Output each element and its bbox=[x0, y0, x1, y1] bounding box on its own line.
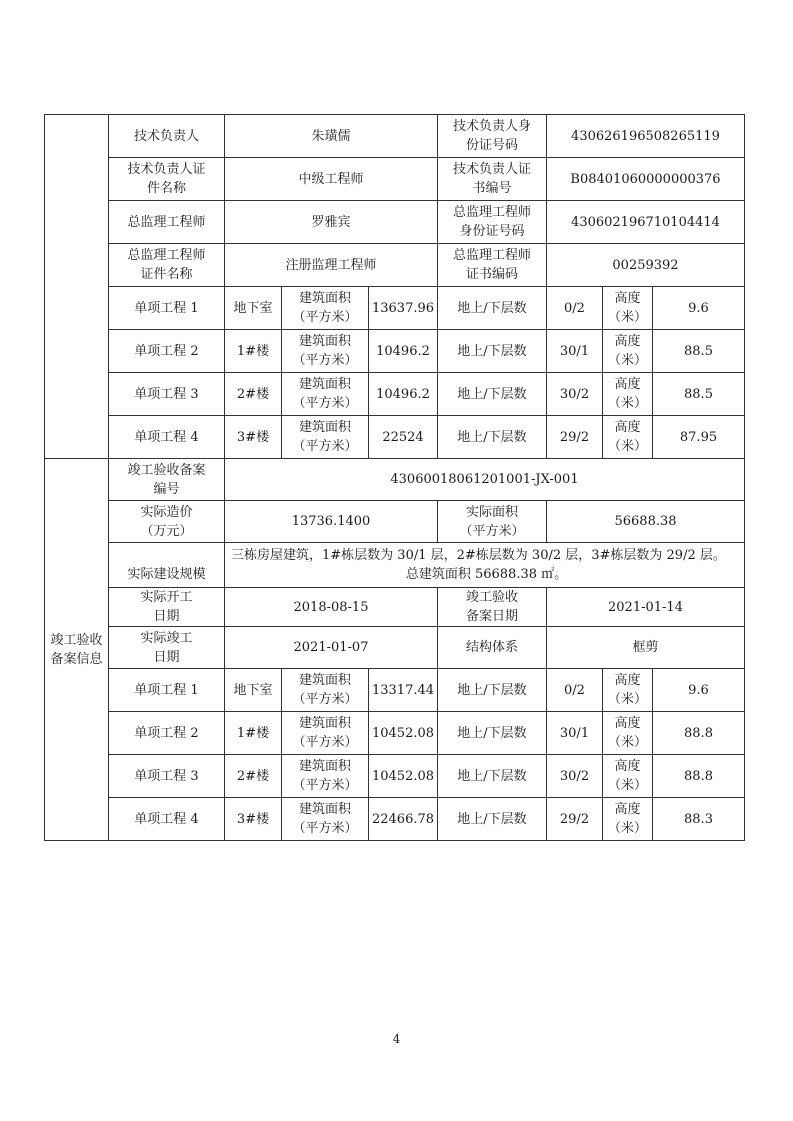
unit-height: 9.6 bbox=[653, 669, 745, 712]
tech-cert-name-value: 中级工程师 bbox=[225, 158, 438, 201]
area-label: 建筑面积 （平方米） bbox=[282, 330, 369, 373]
height-label: 高度 （米） bbox=[603, 712, 653, 755]
unit-area: 10496.2 bbox=[369, 373, 438, 416]
start-date-label: 实际开工 日期 bbox=[109, 588, 225, 627]
tech-leader-name: 朱璜儒 bbox=[225, 115, 438, 158]
record-no-value: 43060018061201001-JX-001 bbox=[225, 459, 745, 501]
scale-value: 三栋房屋建筑，1#栋层数为 30/1 层，2#栋层数为 30/2 层，3#栋层数为 29/2 层。 总建筑面积 56688.38 ㎡。 bbox=[225, 543, 745, 588]
floors-label: 地上/下层数 bbox=[438, 755, 547, 798]
unit-building: 2#楼 bbox=[225, 755, 282, 798]
unit-building: 2#楼 bbox=[225, 373, 282, 416]
height-label: 高度 （米） bbox=[603, 373, 653, 416]
height-label: 高度 （米） bbox=[603, 287, 653, 330]
supervisor-cert-name-label: 总监理工程师 证件名称 bbox=[109, 244, 225, 287]
planned-unit-row bbox=[45, 373, 745, 416]
height-label: 高度 （米） bbox=[603, 416, 653, 459]
filing-date-label: 竣工验收 备案日期 bbox=[438, 588, 547, 627]
unit-height: 87.95 bbox=[653, 416, 745, 459]
unit-height: 9.6 bbox=[653, 287, 745, 330]
unit-name: 单项工程 3 bbox=[109, 373, 225, 416]
record-no-label: 竣工验收备案 编号 bbox=[109, 459, 225, 501]
area-label: 建筑面积 （平方米） bbox=[282, 373, 369, 416]
unit-floors: 30/2 bbox=[547, 755, 603, 798]
area-label: 建筑面积 （平方米） bbox=[282, 755, 369, 798]
cost-row bbox=[45, 501, 745, 543]
actual-area-value: 56688.38 bbox=[547, 501, 745, 543]
area-label: 建筑面积 （平方米） bbox=[282, 287, 369, 330]
unit-name: 单项工程 2 bbox=[109, 330, 225, 373]
floors-label: 地上/下层数 bbox=[438, 669, 547, 712]
page-number: 4 bbox=[392, 1032, 401, 1046]
actual-unit-row bbox=[45, 755, 745, 798]
unit-floors: 30/2 bbox=[547, 373, 603, 416]
start-date-row bbox=[45, 588, 745, 627]
unit-floors: 29/2 bbox=[547, 416, 603, 459]
floors-label: 地上/下层数 bbox=[438, 712, 547, 755]
unit-area: 22466.78 bbox=[369, 798, 438, 841]
unit-building: 1#楼 bbox=[225, 712, 282, 755]
unit-floors: 30/1 bbox=[547, 330, 603, 373]
actual-unit-row bbox=[45, 712, 745, 755]
unit-height: 88.8 bbox=[653, 755, 745, 798]
unit-building: 3#楼 bbox=[225, 416, 282, 459]
supervisor-row bbox=[45, 201, 745, 244]
floors-label: 地上/下层数 bbox=[438, 416, 547, 459]
project-info-table bbox=[44, 114, 745, 841]
floors-label: 地上/下层数 bbox=[438, 798, 547, 841]
finish-date-row bbox=[45, 627, 745, 669]
supervisor-cert-name-value: 注册监理工程师 bbox=[225, 244, 438, 287]
area-label: 建筑面积 （平方米） bbox=[282, 712, 369, 755]
tech-cert-name-label: 技术负责人证 件名称 bbox=[109, 158, 225, 201]
unit-name: 单项工程 1 bbox=[109, 287, 225, 330]
height-label: 高度 （米） bbox=[603, 669, 653, 712]
supervisor-label: 总监理工程师 bbox=[109, 201, 225, 244]
unit-area: 22524 bbox=[369, 416, 438, 459]
start-date-value: 2018-08-15 bbox=[225, 588, 438, 627]
tech-leader-label: 技术负责人 bbox=[109, 115, 225, 158]
height-label: 高度 （米） bbox=[603, 798, 653, 841]
planned-unit-row bbox=[45, 287, 745, 330]
height-label: 高度 （米） bbox=[603, 330, 653, 373]
area-label: 建筑面积 （平方米） bbox=[282, 416, 369, 459]
supervisor-cert-row bbox=[45, 244, 745, 287]
area-label: 建筑面积 （平方米） bbox=[282, 798, 369, 841]
unit-height: 88.8 bbox=[653, 712, 745, 755]
unit-name: 单项工程 3 bbox=[109, 755, 225, 798]
unit-building: 3#楼 bbox=[225, 798, 282, 841]
unit-height: 88.3 bbox=[653, 798, 745, 841]
unit-floors: 30/1 bbox=[547, 712, 603, 755]
unit-building: 地下室 bbox=[225, 669, 282, 712]
blank-section-cell bbox=[45, 115, 109, 459]
floors-label: 地上/下层数 bbox=[438, 373, 547, 416]
filing-date-value: 2021-01-14 bbox=[547, 588, 745, 627]
unit-area: 13637.96 bbox=[369, 287, 438, 330]
completion-section-label: 竣工验收 备案信息 bbox=[45, 459, 109, 841]
supervisor-cert-no-label: 总监理工程师 证书编码 bbox=[438, 244, 547, 287]
unit-name: 单项工程 4 bbox=[109, 416, 225, 459]
unit-building: 地下室 bbox=[225, 287, 282, 330]
unit-area: 10452.08 bbox=[369, 712, 438, 755]
tech-cert-no-value: B08401060000000376 bbox=[547, 158, 745, 201]
floors-label: 地上/下层数 bbox=[438, 287, 547, 330]
planned-unit-row bbox=[45, 416, 745, 459]
unit-floors: 0/2 bbox=[547, 287, 603, 330]
actual-unit-row bbox=[45, 669, 745, 712]
unit-area: 13317.44 bbox=[369, 669, 438, 712]
supervisor-name: 罗雅宾 bbox=[225, 201, 438, 244]
height-label: 高度 （米） bbox=[603, 755, 653, 798]
tech-id-label: 技术负责人身 份证号码 bbox=[438, 115, 547, 158]
record-no-row bbox=[45, 459, 745, 501]
tech-id-value: 430626196508265119 bbox=[547, 115, 745, 158]
planned-unit-row bbox=[45, 330, 745, 373]
tech-leader-row bbox=[45, 115, 745, 158]
tech-cert-no-label: 技术负责人证 书编号 bbox=[438, 158, 547, 201]
tech-cert-row bbox=[45, 158, 745, 201]
supervisor-cert-no-value: 00259392 bbox=[547, 244, 745, 287]
supervisor-id-value: 430602196710104414 bbox=[547, 201, 745, 244]
actual-unit-row bbox=[45, 798, 745, 841]
actual-area-label: 实际面积 （平方米） bbox=[438, 501, 547, 543]
cost-label: 实际造价 （万元） bbox=[109, 501, 225, 543]
finish-date-label: 实际竣工 日期 bbox=[109, 627, 225, 669]
finish-date-value: 2021-01-07 bbox=[225, 627, 438, 669]
unit-name: 单项工程 1 bbox=[109, 669, 225, 712]
unit-name: 单项工程 4 bbox=[109, 798, 225, 841]
unit-area: 10452.08 bbox=[369, 755, 438, 798]
cost-value: 13736.1400 bbox=[225, 501, 438, 543]
structure-label: 结构体系 bbox=[438, 627, 547, 669]
unit-name: 单项工程 2 bbox=[109, 712, 225, 755]
floors-label: 地上/下层数 bbox=[438, 330, 547, 373]
area-label: 建筑面积 （平方米） bbox=[282, 669, 369, 712]
unit-height: 88.5 bbox=[653, 373, 745, 416]
unit-area: 10496.2 bbox=[369, 330, 438, 373]
scale-row bbox=[45, 543, 745, 588]
unit-height: 88.5 bbox=[653, 330, 745, 373]
unit-floors: 29/2 bbox=[547, 798, 603, 841]
structure-value: 框剪 bbox=[547, 627, 745, 669]
unit-building: 1#楼 bbox=[225, 330, 282, 373]
scale-label: 实际建设规模 bbox=[109, 543, 225, 588]
supervisor-id-label: 总监理工程师 身份证号码 bbox=[438, 201, 547, 244]
unit-floors: 0/2 bbox=[547, 669, 603, 712]
